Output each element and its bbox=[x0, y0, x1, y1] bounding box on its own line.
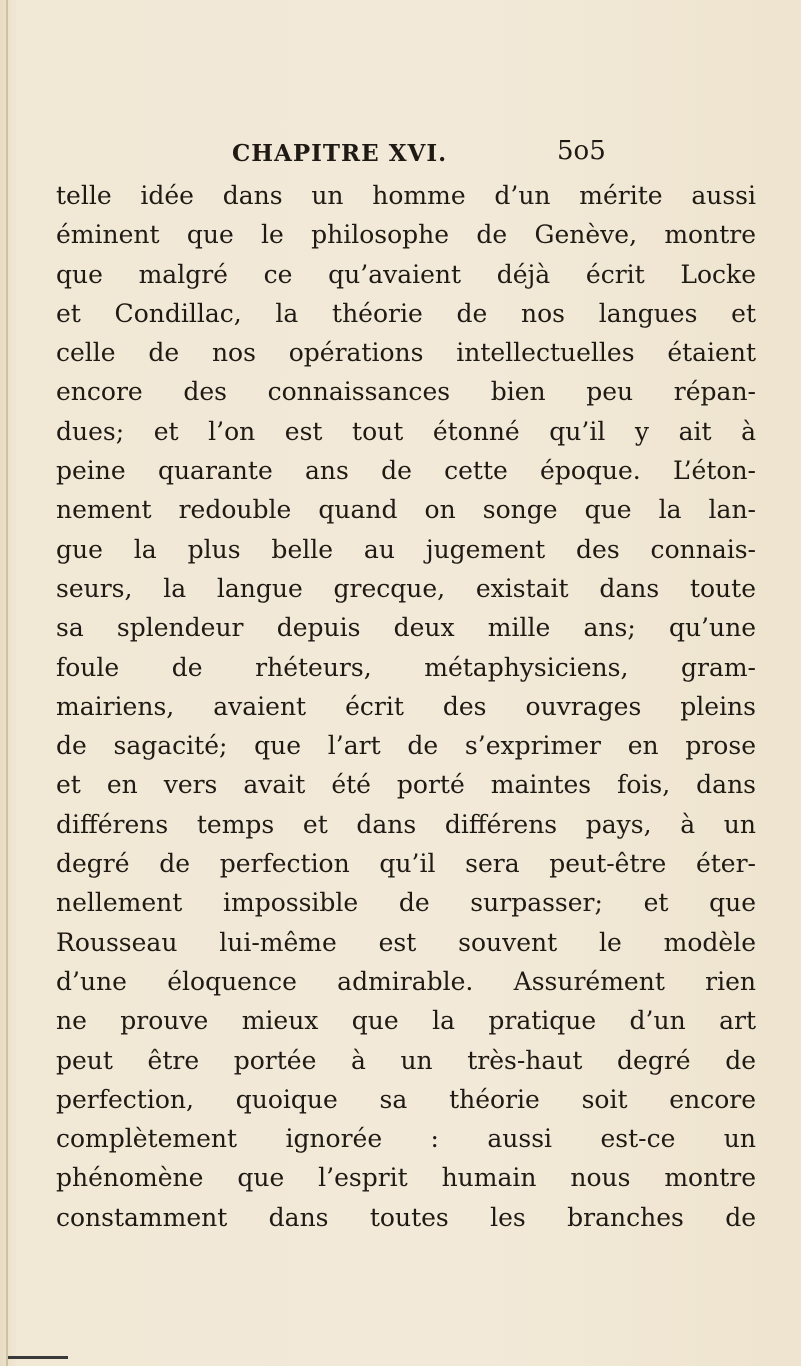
text-line: constamment dans toutes les branches de bbox=[56, 1202, 756, 1232]
text-line: mairiens, avaient écrit des ouvrages pleins bbox=[56, 691, 756, 721]
text-line: de sagacité; que l’art de s’exprimer en prose bbox=[56, 731, 756, 761]
text-line: seurs, la langue grecque, existait dans toute bbox=[56, 573, 756, 603]
text-line: degré de perfection qu’il sera peut-être éter- bbox=[56, 849, 756, 879]
text-line: Rousseau lui-même est souvent le modèle bbox=[56, 927, 756, 957]
text-line: et en vers avait été porté maintes fois, dans bbox=[56, 770, 756, 800]
page-header bbox=[232, 136, 632, 180]
page-edge-mark bbox=[8, 1356, 68, 1359]
text-line: sa splendeur depuis deux mille ans; qu’une bbox=[56, 613, 756, 643]
page-number: 5o5 bbox=[557, 136, 606, 166]
text-line: peine quarante ans de cette époque. L’éton- bbox=[56, 456, 756, 486]
page-gutter bbox=[6, 0, 8, 1366]
text-line: nellement impossible de surpasser; et que bbox=[56, 888, 756, 918]
text-line: celle de nos opérations intellectuelles étaient bbox=[56, 338, 756, 368]
text-line: complètement ignorée : aussi est-ce un bbox=[56, 1124, 756, 1154]
text-line: différens temps et dans différens pays, à un bbox=[56, 809, 756, 839]
running-title: CHAPITRE XVI. bbox=[232, 140, 448, 167]
text-line: phénomène que l’esprit humain nous montre bbox=[56, 1163, 756, 1193]
text-line: que malgré ce qu’avaient déjà écrit Locke bbox=[56, 259, 756, 289]
text-line: perfection, quoique sa théorie soit encore bbox=[56, 1084, 756, 1114]
text-line: d’une éloquence admirable. Assurément rien bbox=[56, 966, 756, 996]
text-line: et Condillac, la théorie de nos langues et bbox=[56, 298, 756, 328]
text-line: encore des connaissances bien peu répan- bbox=[56, 377, 756, 407]
text-line: peut être portée à un très-haut degré de bbox=[56, 1045, 756, 1075]
text-line: telle idée dans un homme d’un mérite aussi bbox=[56, 181, 756, 210]
body-text bbox=[56, 176, 756, 1237]
text-line: éminent que le philosophe de Genève, montre bbox=[56, 220, 756, 250]
text-line: nement redouble quand on songe que la lan- bbox=[56, 495, 756, 525]
text-line: ne prouve mieux que la pratique d’un art bbox=[56, 1006, 756, 1036]
text-line: gue la plus belle au jugement des connais- bbox=[56, 534, 756, 564]
text-line: foule de rhéteurs, métaphysiciens, gram- bbox=[56, 652, 756, 682]
text-line: dues; et l’on est tout étonné qu’il y ait à bbox=[56, 416, 756, 446]
